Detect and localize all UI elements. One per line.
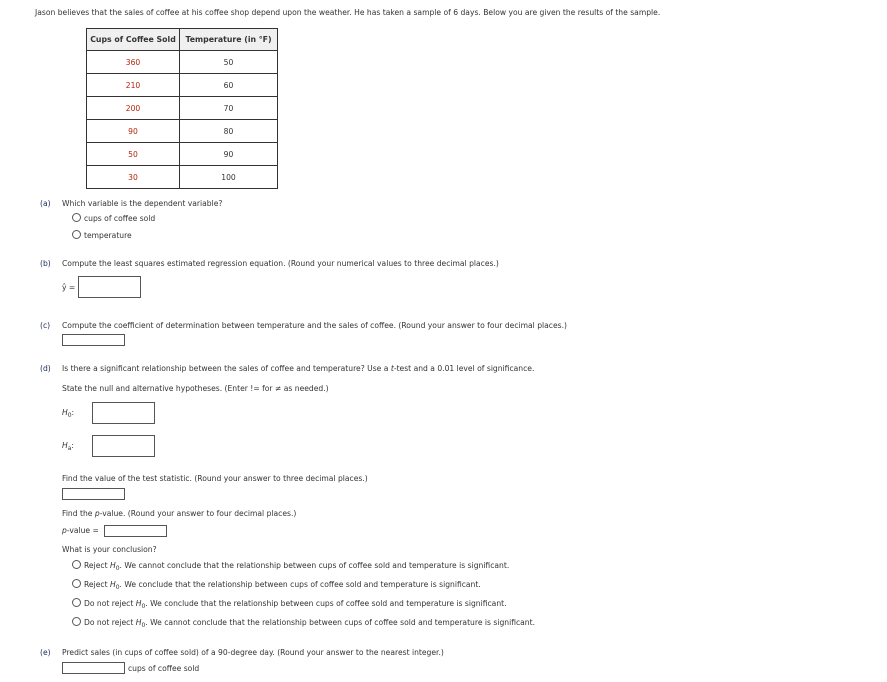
temperature-cell: 70 [180,97,278,120]
null-hypothesis-input[interactable] [92,402,155,424]
part-e-label: (e) [40,648,51,657]
pvalue-question [62,509,296,518]
conclusion-2-pre: Reject [84,580,110,589]
temperature-cell: 90 [180,143,278,166]
h0-subscript: 0 [67,412,72,419]
conclusion-4-sub: 0 [141,622,146,629]
predicted-sales-unit: cups of coffee sold [128,664,200,673]
conclusion-option-2[interactable] [84,580,481,591]
radio-conclusion-3[interactable] [72,598,81,607]
ha-colon: : [71,441,74,450]
part-d-label: (d) [40,364,51,373]
part-c-question: Compute the coefficient of determination between temperature and the sales of coffee. (Round your answer to four decimal places.) [62,321,567,330]
conclusion-1-pre: Reject [84,561,110,570]
h0-colon: : [71,408,75,417]
hypotheses-instructions: State the null and alternative hypotheses. (Enter != for ≠ as needed.) [62,384,329,393]
temperature-cell: 100 [180,166,278,189]
cups-cell: 90 [87,120,180,143]
temperature-cell: 60 [180,74,278,97]
conclusion-4-pre: Do not reject [84,618,136,627]
h0-h: H [62,408,68,417]
part-a-label: (a) [40,199,51,208]
conclusion-option-1[interactable] [84,561,509,572]
conclusion-3-h: H [135,599,142,608]
conclusion-2-sub: 0 [115,584,120,591]
part-d-question [62,364,534,373]
conclusion-4-h: H [135,618,142,627]
ha-label [62,441,74,452]
conclusion-4-post: . We cannot conclude that the relationship between cups of coffee sold and temperature is significant. [145,618,536,627]
test-statistic-input[interactable] [62,488,125,500]
cups-cell: 200 [87,97,180,120]
option-temperature[interactable]: temperature [84,231,132,240]
part-d-question-pre: Is there a significant relationship between the sales of coffee and temperature? Use a [62,364,391,373]
h0-label [62,408,74,419]
radio-temperature[interactable] [72,230,81,239]
conclusion-option-3[interactable] [84,599,507,610]
part-b-question: Compute the least squares estimated regression equation. (Round your numerical values to three decimal places.) [62,259,499,268]
predicted-sales-input[interactable] [62,662,125,674]
conclusion-3-pre: Do not reject [84,599,136,608]
cups-cell: 30 [87,166,180,189]
part-e-question: Predict sales (in cups of coffee sold) of a 90-degree day. (Round your answer to the nearest integer.) [62,648,444,657]
coefficient-determination-input[interactable] [62,334,125,346]
table-row [87,74,278,97]
part-a-question: Which variable is the dependent variable? [62,199,223,208]
radio-conclusion-4[interactable] [72,617,81,626]
conclusion-question: What is your conclusion? [62,545,157,554]
cups-cell: 50 [87,143,180,166]
regression-equation-input[interactable] [78,276,141,298]
conclusion-1-sub: 0 [115,565,120,572]
data-table [86,28,278,189]
radio-cups-of-coffee-sold[interactable] [72,213,81,222]
part-d-question-t: t [390,364,394,373]
ha-h: H [62,441,68,450]
yhat-label: ŷ = [62,283,76,292]
temperature-cell: 50 [180,51,278,74]
table-row [87,97,278,120]
conclusion-3-sub: 0 [141,603,146,610]
pvalue-label-rest: -value = [66,526,99,535]
pvalue-label [62,526,99,535]
table-row [87,166,278,189]
ha-subscript: a [67,445,72,452]
part-c-label: (c) [40,321,51,330]
part-b-label: (b) [40,259,51,268]
conclusion-1-h: H [109,561,116,570]
column-header-cups: Cups of Coffee Sold [87,29,180,51]
conclusion-3-post: . We conclude that the relationship between cups of coffee sold and temperature is significant. [145,599,507,608]
pvalue-input[interactable] [104,525,167,537]
temperature-cell: 80 [180,120,278,143]
pvalue-question-pre: Find the [62,509,95,518]
conclusion-2-post: . We conclude that the relationship between cups of coffee sold and temperature is significant. [119,580,481,589]
pvalue-label-p: p [62,526,67,535]
part-d-question-post: -test and a 0.01 level of significance. [393,364,535,373]
conclusion-option-4[interactable] [84,618,535,629]
table-row [87,143,278,166]
radio-conclusion-1[interactable] [72,560,81,569]
conclusion-1-post: . We cannot conclude that the relationship between cups of coffee sold and temperature is significant. [119,561,510,570]
table-row [87,51,278,74]
radio-conclusion-2[interactable] [72,579,81,588]
test-statistic-question: Find the value of the test statistic. (Round your answer to three decimal places.) [62,474,368,483]
alternative-hypothesis-input[interactable] [92,435,155,457]
table-row [87,120,278,143]
cups-cell: 210 [87,74,180,97]
column-header-temperature: Temperature (in °F) [180,29,278,51]
cups-cell: 360 [87,51,180,74]
option-cups-of-coffee-sold[interactable]: cups of coffee sold [84,214,156,223]
intro-text: Jason believes that the sales of coffee at his coffee shop depend upon the weather. He has taken a sample of 6 days. Below you are given the results of the sample. [35,8,661,17]
conclusion-2-h: H [109,580,116,589]
pvalue-question-post: -value. (Round your answer to four decimal places.) [99,509,297,518]
pvalue-question-p: p [94,509,100,518]
